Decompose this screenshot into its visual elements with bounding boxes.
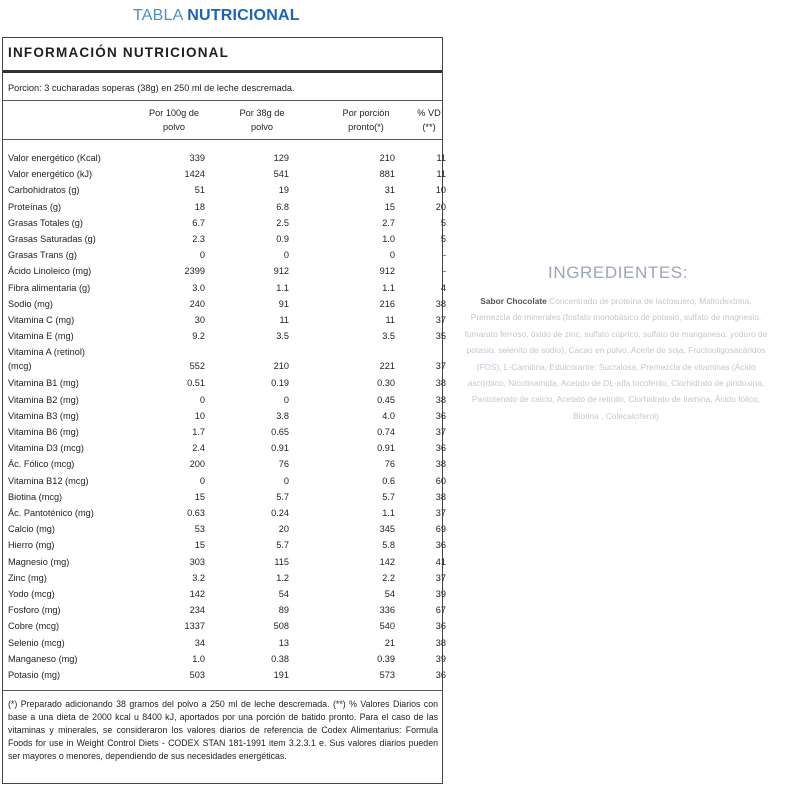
- row-value: 0.65: [271, 427, 289, 437]
- row-value: 67: [435, 605, 446, 616]
- row-value: 0.24: [271, 508, 289, 518]
- row-value: 0: [199, 475, 205, 486]
- table-heading: INFORMACIÓN NUTRICIONAL: [8, 45, 230, 60]
- row-value: 38: [435, 491, 446, 502]
- row-value: 503: [189, 670, 205, 680]
- table-row: [3, 603, 446, 619]
- row-value: 541: [273, 169, 289, 180]
- table-row: [3, 571, 446, 587]
- row-value: 221: [379, 361, 395, 372]
- table-row: [3, 216, 446, 232]
- row-value: 345: [379, 524, 395, 535]
- row-value: 89: [278, 605, 289, 616]
- row-value: 1337: [184, 621, 205, 632]
- table-row: [3, 538, 446, 554]
- row-value: 200: [189, 459, 205, 470]
- row-value: 0: [199, 394, 205, 405]
- row-value: 37: [435, 315, 446, 325]
- divider: [3, 70, 442, 73]
- row-value: 0.74: [377, 427, 395, 437]
- table-row: [3, 636, 446, 652]
- row-value: 36: [435, 410, 446, 421]
- row-value: 5.7: [276, 540, 289, 551]
- table-row: [3, 409, 446, 425]
- row-value: 76: [278, 459, 289, 470]
- row-value: 2.3: [192, 234, 205, 244]
- row-value: 38: [435, 378, 446, 389]
- row-value: 3.2: [192, 572, 205, 583]
- row-value: 60: [435, 475, 446, 486]
- row-value: 0: [283, 394, 289, 405]
- flavor-label: Sabor Chocolate: [480, 296, 547, 306]
- row-value: 303: [189, 556, 205, 567]
- row-value: 15: [194, 491, 205, 502]
- row-value: 5: [440, 217, 446, 228]
- row-label: Potasio (mg): [8, 670, 61, 680]
- row-value: 129: [273, 153, 289, 163]
- row-value: 0.45: [377, 394, 395, 405]
- row-value: 39: [435, 589, 446, 599]
- row-label: Fosforo (mg): [8, 605, 61, 616]
- row-value: 37: [435, 508, 446, 518]
- row-value: 21: [384, 637, 395, 648]
- ingredients-text: [462, 293, 770, 424]
- row-value: 20: [278, 524, 289, 535]
- ingredients-list: Concentrado de proteína de lactosuero, Maltodextrina, Premezcla de minerales (fosfato monobásico de potasio, sulfato de magnesio, fumarato ferroso, óxido de zinc, sulfato cúprico, sulfato de manganeso, yoduro de potasio, selenito de sodio), Cacao en polvo, Aceite de soja, Fructooligosacáridos (FOS), L-Carnitina, Edulcorante: Sucralosa, Premezcla de vitaminas (Ácido ascórbico, Nicotinamida, Acetato de DL-alfa tocoferilo, Clorhidrato de piridoxina, Pantotenato de calcio, Acetato de retinilo, Clorhidrato de tiamina, Ácido fólico, Biotina , Colecalciferol): [464, 296, 768, 421]
- row-value: 11: [385, 315, 395, 325]
- row-label: Selenio (mcg): [8, 637, 65, 648]
- row-value: 11: [279, 315, 289, 325]
- row-value: 0.51: [187, 378, 205, 389]
- row-value: 34: [194, 637, 205, 648]
- row-value: 19: [278, 185, 289, 196]
- row-label-line: (mcg): [8, 361, 32, 372]
- divider: [3, 139, 442, 140]
- row-label: Calcio (mg): [8, 524, 55, 535]
- row-label: Valor energético (kJ): [8, 169, 93, 180]
- row-label: Zinc (mg): [8, 572, 47, 583]
- row-label-line: Vitamina A (retinol): [8, 347, 85, 358]
- table-row: [3, 522, 446, 538]
- row-value: 51: [194, 185, 205, 196]
- row-label: Vitamina C (mg): [8, 315, 75, 325]
- table-row: [3, 376, 446, 392]
- row-value: 0: [389, 250, 395, 261]
- row-value: 41: [435, 556, 446, 567]
- row-value: 36: [435, 670, 446, 680]
- row-value: 38: [435, 637, 446, 648]
- row-value: 38: [435, 459, 446, 470]
- row-label: Manganeso (mg): [8, 653, 78, 664]
- table-row: [3, 587, 446, 603]
- row-value: 18: [194, 201, 205, 212]
- row-value: 336: [379, 605, 395, 616]
- row-value: 0.63: [187, 508, 205, 518]
- row-value: 54: [384, 589, 395, 599]
- row-value: 36: [435, 540, 446, 551]
- row-value: 76: [384, 459, 395, 470]
- row-value: 37: [435, 572, 446, 583]
- table-row: [3, 183, 446, 199]
- table-row: [3, 329, 446, 345]
- row-value: 11: [436, 153, 446, 163]
- row-label: Valor energético (Kcal): [8, 153, 101, 163]
- table-row: [3, 345, 446, 375]
- row-value: 216: [379, 298, 395, 309]
- row-value: 2.5: [276, 217, 289, 228]
- row-value: 142: [379, 556, 395, 567]
- row-value: 36: [435, 621, 446, 632]
- row-value: 912: [379, 266, 395, 277]
- row-value: 39: [435, 653, 446, 664]
- row-label: Vitamina B2 (mg): [8, 394, 79, 405]
- table-row: [3, 264, 446, 280]
- row-value: 36: [435, 443, 446, 454]
- row-value: 6.7: [192, 217, 205, 228]
- row-value: 0.6: [382, 475, 395, 486]
- row-label: [8, 345, 85, 373]
- row-label: Yodo (mcg): [8, 589, 55, 599]
- row-value: -: [442, 266, 446, 277]
- row-value: 53: [194, 524, 205, 535]
- row-label: Vitamina B1 (mg): [8, 378, 79, 389]
- row-value: 573: [379, 670, 395, 680]
- row-value: 210: [379, 153, 395, 163]
- row-label: Ác. Pantoténico (mg): [8, 508, 94, 518]
- row-value: 15: [194, 540, 205, 551]
- table-row: [3, 200, 446, 216]
- table-row: [3, 619, 446, 635]
- row-value: 142: [189, 589, 205, 599]
- row-label: Magnesio (mg): [8, 556, 70, 567]
- row-value: 5.7: [382, 491, 395, 502]
- row-label: Proteínas (g): [8, 201, 62, 212]
- table-row: [3, 232, 446, 248]
- row-value: 1.1: [382, 508, 395, 518]
- row-value: 31: [384, 185, 395, 196]
- row-value: 2.4: [192, 443, 205, 454]
- page-title: TABLA NUTRICIONAL: [133, 7, 300, 24]
- row-value: 37: [435, 361, 446, 372]
- row-value: 5.7: [276, 491, 289, 502]
- table-row: [3, 555, 446, 571]
- table-row: [3, 281, 446, 297]
- row-label: Grasas Saturadas (g): [8, 234, 96, 244]
- row-value: 552: [189, 361, 205, 372]
- row-label: Vitamina B12 (mcg): [8, 475, 89, 486]
- row-value: 54: [278, 589, 289, 599]
- row-value: 508: [273, 621, 289, 632]
- row-value: 38: [435, 394, 446, 405]
- table-row: [3, 425, 446, 441]
- row-label: Grasas Totales (g): [8, 217, 83, 228]
- table-row: [3, 490, 446, 506]
- row-value: 339: [189, 153, 205, 163]
- row-value: 1.7: [192, 427, 205, 437]
- row-value: 3.5: [276, 331, 289, 342]
- row-label: Ácido Linoleico (mg): [8, 266, 92, 277]
- row-label: Carbohidratos (g): [8, 185, 80, 196]
- row-label: Vitamina E (mg): [8, 331, 74, 342]
- row-label: Grasas Trans (g): [8, 250, 77, 261]
- row-value: 115: [274, 556, 289, 567]
- footnote: (*) Preparado adicionando 38 gramos del polvo a 250 ml de leche descremada. (**) % Valores Diarios con base a una dieta de 2000 kcal u 8400 kJ, aportados por una porción de batido pronto. Para el caso de las vitaminas y minerales, se consideraron los valores diarios de referencia de Codex Alimentarius: Formula Foods for use in Weight Control Diets - CODEX STAN 181-1991 item 3.2.3.1 e. Sus valores diarios pueden ser mayores o menores, dependiendo de sus necesidades energéticas.: [8, 699, 438, 762]
- row-value: 69: [435, 524, 446, 535]
- row-value: 3.0: [192, 282, 205, 293]
- row-label: Biotina (mcg): [8, 491, 63, 502]
- column-header: Por 100g de polvo: [148, 108, 200, 132]
- table-row: [3, 506, 446, 522]
- row-value: 3.5: [382, 331, 395, 342]
- row-value: 0.30: [377, 378, 395, 389]
- row-value: 13: [278, 637, 289, 648]
- row-value: 38: [435, 298, 446, 309]
- row-value: 0: [283, 475, 289, 486]
- row-value: 191: [273, 670, 289, 680]
- row-label: Hierro (mg): [8, 540, 55, 551]
- column-header: Por porción pronto(*): [342, 108, 390, 132]
- column-header: Por 38g de polvo: [239, 108, 285, 132]
- row-value: 3.8: [276, 410, 289, 421]
- row-value: 91: [278, 298, 289, 309]
- row-value: 1.0: [382, 234, 395, 244]
- row-value: 0.38: [271, 653, 289, 664]
- table-row: [3, 652, 446, 668]
- row-label: Cobre (mcg): [8, 621, 60, 632]
- table-row: [3, 393, 446, 409]
- divider: [3, 100, 442, 101]
- row-value: 6.8: [276, 201, 289, 212]
- row-value: 240: [189, 298, 205, 309]
- table-row: [3, 151, 446, 167]
- row-value: 2.7: [382, 217, 395, 228]
- row-value: 4.0: [382, 410, 395, 421]
- row-value: 11: [436, 169, 446, 180]
- row-value: 0.91: [377, 443, 395, 454]
- table-row: [3, 297, 446, 313]
- ingredients-title: INGREDIENTES:: [548, 263, 689, 282]
- row-value: 5.8: [382, 540, 395, 551]
- row-value: 0.9: [276, 234, 289, 244]
- row-label: Vitamina B3 (mg): [8, 410, 79, 421]
- nutrition-table: [2, 37, 446, 784]
- row-value: 1.1: [382, 282, 395, 293]
- row-label: Fibra alimentaria (g): [8, 282, 91, 293]
- row-value: 1.1: [276, 282, 289, 293]
- row-value: 15: [384, 201, 395, 212]
- row-value: 1.2: [276, 572, 289, 583]
- row-label: Sodio (mg): [8, 298, 53, 309]
- table-row: [3, 167, 446, 183]
- table-row: [3, 457, 446, 473]
- row-value: 30: [194, 315, 205, 325]
- row-label: Vitamina B6 (mg): [8, 427, 79, 437]
- row-value: 4: [440, 282, 446, 293]
- row-value: 5: [440, 234, 446, 244]
- row-value: 540: [379, 621, 395, 632]
- row-value: 35: [435, 331, 446, 342]
- row-value: 2.2: [382, 572, 395, 583]
- table-row: [3, 668, 446, 684]
- row-value: 881: [379, 169, 395, 180]
- portion-text: Porcion: 3 cucharadas soperas (38g) en 250 ml de leche descremada.: [8, 83, 295, 93]
- row-value: 10: [194, 410, 205, 421]
- row-value: 2399: [184, 266, 205, 277]
- row-value: 210: [273, 361, 289, 372]
- column-header: % VD (**): [417, 108, 441, 132]
- row-value: 10: [435, 185, 446, 196]
- row-value: 0.39: [377, 653, 395, 664]
- row-value: -: [442, 250, 446, 261]
- row-value: 9.2: [192, 331, 205, 342]
- table-row: [3, 248, 446, 264]
- row-value: 0.19: [271, 378, 289, 389]
- row-value: 37: [435, 427, 446, 437]
- row-value: 1.0: [192, 653, 205, 664]
- row-value: 0: [283, 250, 289, 261]
- row-value: 20: [435, 201, 446, 212]
- row-label: Vitamina D3 (mcg): [8, 443, 84, 454]
- table-row: [3, 474, 446, 490]
- row-value: 1424: [184, 169, 205, 180]
- row-value: 0.91: [271, 443, 289, 454]
- row-value: 912: [273, 266, 289, 277]
- table-row: [3, 313, 446, 329]
- row-value: 234: [189, 605, 205, 616]
- row-label: Ác. Fólico (mcg): [8, 459, 75, 470]
- row-value: 0: [199, 250, 205, 261]
- table-row: [3, 441, 446, 457]
- divider: [3, 690, 442, 691]
